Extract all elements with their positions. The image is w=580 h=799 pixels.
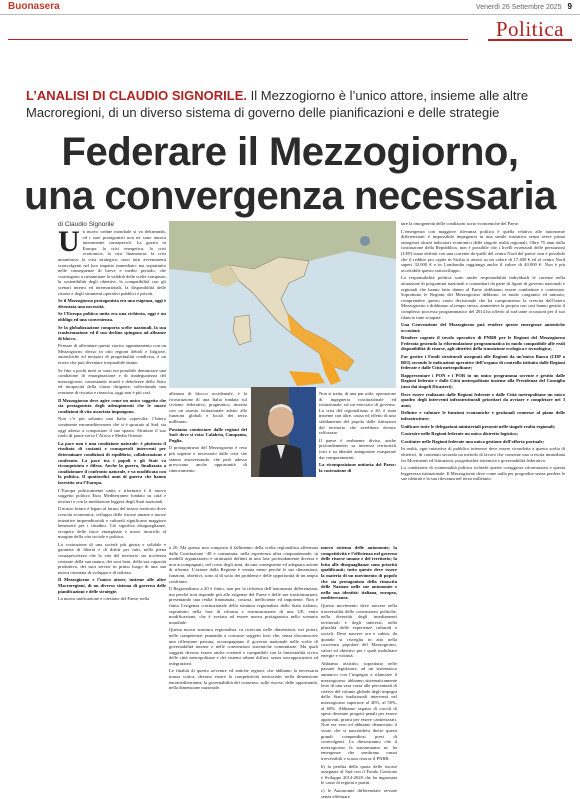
paragraph: Questa nuova struttura regionalista va ricercata nelle dimensioni, nei poteri, nelle competenze; puntando a costruire soggetti forti che, senza disconoscere una riflessione passata, accompagnano il governo nazionale nelle scelte di governabilità interne e nelle convenzioni sistemiche comunitarie. Ma quali soggetti devono essere anche coerenti e compatibili con la funzionalità civica delle città metropolitane e dei sistemi urbani diffusi, senza sovrapposizioni ed integrazioni. xyxy=(169,627,318,666)
paragraph: tare la omogeneità delle condizioni socio economiche del Paese. xyxy=(401,221,520,226)
article-column-1 xyxy=(58,225,166,785)
drop-cap: U xyxy=(58,225,80,258)
paragraph: La condizione di ecumenalità politica richiede queste coraggiose riformazioni e questa leggerezza istituzionale. Il Mezzogiorno deve come nulla per progredire senza perdere le sue identità e la sua rilevanza nel terzo millennio. xyxy=(401,465,565,482)
paragraph: Se l’Europa politica unita era una richiesta, oggi è un obbligo ed una convenienza. xyxy=(58,311,166,322)
paragraph: b) la perdita della quota delle risorse assegnate al Sud con il Fondo Coesione e Sviluppo 2014-2020 che ha ingrassata le casse di regioni e partiti. xyxy=(321,763,397,786)
paragraph: Unificare tutte le delegazioni ministeriali presenti nelle singole realtà regionali; xyxy=(401,423,556,429)
article-column-3 xyxy=(319,391,396,543)
paragraph: L’Europa politicamente unita e riformata è il nuovo soggetto politico Euro Mediterraneo fondato su città e territori e con la mediazione leggera degli Stati nazionali. xyxy=(58,487,166,504)
section-label: Politica xyxy=(488,17,572,41)
paragraph: Costituire nelle Regioni federate una unica gestione dell’offerta portuale; xyxy=(401,438,545,444)
dateline xyxy=(476,2,572,11)
paragraph: L’emergenza con maggiore rilevanza politica è quella relativa alle autonomie differenziate: è impossibile impegnarsi in una simile iniziativa senza avere prima omogenei alcuni indicatori economici delle singole realtà regionali. Oltre 75 anni dalla costituzione della Repubblica, non è possibile che i livelli essenziali delle prestazioni (LEP) siano definiti con una corrente da quelli del centro Nord del paese: non è possibile che il reddito pro capite in Sicilia si attesti su un valore di 17.400 € ed al centro Nord superi 32.000 € e in Lombardia raggiunga anche il valore di 40.000 €. Non è più accettabile questo sottosviluppo. xyxy=(401,228,565,273)
italy-map-graphic xyxy=(169,221,396,388)
kicker-text: Il Mezzogiorno è l’unico attore, insieme alle altre Macroregioni, di un diverso sistema di governo delle pianificazioni e delle strategie xyxy=(26,88,529,120)
paragraph: Non c’è più soltanto una Italia capovolta: l’Intero continente euromediterraneo che si è spostato al Sud, sia oggi adesso a conquistare il suo spazio. Sfruttare il suo ruolo di ponte verso l’Africa e Medio Oriente. xyxy=(58,416,166,439)
paragraph: Il protagonismo del Mezzogiorno è reso più urgente e necessario dalle crisi che stanno attraversando, che però adesso provocano anche opportunità di rinnovamento. xyxy=(169,445,247,473)
paragraph: Costruire nelle Regioni federate un unico distretto logistico; xyxy=(401,431,519,437)
kicker-lead: L’ANALISI DI CLAUDIO SIGNORILE. xyxy=(26,88,248,103)
paragraph: a 20. Ma questo non comporta il fallimento della scelta regionalista affermata dalla Costituzione ‘48 e consumata, nella esperienza ultra cinquantennale, in modelli organizzativi e strutturali definiti in una fase profondamente diversa e non accompagnati, nel corso degli anni, da una conseguente ed adeguata azione di riforma. L’azione dalla Regione è venuta meno perché le sue dimensioni, funzioni, obiettivi, sono al di sotto dei problemi e delle opportunità di un ampio confronto. xyxy=(169,545,318,584)
paragraph: In realtà, ogni iniziativa di pubblico interesse deve essere ricondotta a questa scelta di obiettivi, di contenuti seconda un metodo di lavoro che consente una crescita immediata fra Movimenti ed Istituzioni, progettualità sistemica e governabilità federativa. xyxy=(401,446,565,463)
issue-date: Venerdì 26 Settembre 2025 xyxy=(475,4,562,11)
paragraph: Le finalità di questo avvenire ed antiche regioni, che abbiamo la necessaria massa critica, devono essere la competitività territoriale; nella dimensione euromediterranea; la governabilità del consenso, sulle risorse, delle opportunità, nella dimensione nazionale. xyxy=(169,668,318,691)
headline-line-2: una convergenza necessaria xyxy=(24,174,556,218)
portrait-graphic xyxy=(251,387,316,477)
brand-name: Buonasera xyxy=(8,1,60,12)
article-column-5 xyxy=(401,221,565,785)
page-number: 9 xyxy=(567,2,572,11)
paragraph: Il paese è realmente diviso, anche profondamente; su interessi territoriali forti e su identità antagoniste esasperate dai comportamenti. xyxy=(319,437,396,460)
paragraph: alleanza di blocco occidentale, è la ricostruzione di una Italia fondata sul civismo federativo, pragmatico, inserita con un assetto istituzionale adatto alle funzioni globali e locali dei terzo millennio. xyxy=(169,391,247,424)
paragraph: La pace non è una condizione naturale: è piuttosto il risultato di costanti e consapevoli interventi per determinare condizioni di equilibrio, collaborazione e confronto. La pace tra i popoli e gli Stati va riconquistata e difesa. Anche la guerra, finalizzata a condizionare il confronto naturale, e va modificata con la politica. Il quattordici anni di guerra che hanno investito ora l’Europa. xyxy=(58,440,166,485)
article-column-2-lower xyxy=(169,545,318,785)
paragraph: Il Mezzogiorno e l’unico attore, insieme alle altre Macroregioni, di un diverso sistema di governo delle pianificazioni e delle strategie. xyxy=(58,577,166,594)
paragraph: Pensare di affrontare questo storico appuntamento con un Mezzogiorno diviso in otto regioni deboli e litigiose, autarchiche ed incapaci di progettualità condivisa, è un errore che può diventare irreparabile danno. xyxy=(58,343,166,366)
paragraph: La costruzione di una società più giusta e solidale e garanzia di libertà e di diritti per tutti, nella piena consapevolezza che la vita del territorio sia ricchezza costante della sua natura, dei suoi beni, della sua capacità produttiva, dei suoi servizi in primo luogo di una sua nuova orientata di sviluppo e di utilizzo. xyxy=(58,541,166,575)
headline-line-1: Federare il Mezzogiorno, xyxy=(61,130,519,174)
paragraph: Rendere cogente il tavolo operativo di PNRR per le Regioni del Mezzogiorno Federata gestendo la riformulazione programmatica in modo compatibile alle reali disponibilità di risorse, agli obiettivi della transizione ecologica e tecnologica; xyxy=(401,335,565,352)
paragraph: Rappresentare i PON e i POR in un unico programma sovente e gestito dalle Regioni federate e dalle Città metropolitane insieme alla Presidenza del Consiglio (non dai singoli Dicasteri); xyxy=(401,372,565,390)
paragraph: Possiamo cominciare dalle regioni del Sud: dove si vota: Calabria, Campania, Puglia. xyxy=(169,426,247,443)
paragraph: n nuovo ordine mondiale si va delineando, ed i suoi protagonisti non ne sono ancora interamente consapevoli. La guerra in Europa: la crisi energetica, la crisi economica, la crisi finanziaria: la crisi umanitaria; la crisi strategica: sono tutti avvenimenti sconvolgenti nel loro impatto immediato: ma soprattutto nelle conseguenze di breve e medio periodo, che costringono a riesaminare la validità delle scelte compiute, la sostenibilità degli obiettivi, la compatibilità con gli scenari interni ed internazionali, la disponibilità delle risorse e degli strumenti operativi pubblici e privati. xyxy=(58,229,166,296)
paragraph: Questo movimento deve nascere nella trasversalità delle convinzioni politiche, nella diversità degli insediamenti territoriali e degli interessi: nella pluralità delle esperienze culturali e sociali. Deve nascere ora e subito, da quando si risveglia in atto nella coscienza popolare del Mezzogiorno, valori ed obiettivi per i quali mobilitare energie e volontà. xyxy=(321,602,397,659)
paragraph: Il nostro futuro è legato al futuro del nostro territorio dove crescita economica, sviluppo delle risorse umane e nuove iniziative imprenditoriali e culturali significano maggiore benessere per i cittadini. Ciò significa disuguaglianze, recupero delle fasce emarginate e nuovi incarichi al margine della vita sociale e politica. xyxy=(58,506,166,540)
paragraph: Il Regionalismo a 20 è finito, non per la richiesta dell’autonomia differenziata, ma perché non risponde più alle esigenze del Paese e delle sue trasformazioni, presentando una realtà frantumata, costosa, inefficiente ed impotente. Non è finita l’esigenza costituzionale della struttura regionalista dello Stato italiano, soprattutto nella fase di riforma e ristrutturazione di una UE, entro modificazione, che è avviata ad essere nuova protagonista nello scenario mondiale. xyxy=(169,586,318,625)
paragraph: La responsabilità politica sono anche responsabilità individuali le carenze nella attuazione di programmi nazionali e comunitari da parte di figure di governo nazionali e regionali che hanno fatto danno al Paese dobbiamo essere combattute e contestate. Soprattutto le Regioni del Mezzogiorno debbono, in modo congiunto ed unitario, comprendere questo vuoto decisionale che ha compromesso la crescita dell’intero Mezzogiorno e dobbiamo al tempo stesso, ammettere la propria con così hanno gestito il complesso processo programmatico del 2014 ha offerto al sud tante occasioni per il suo rilancio tutte sciupate. xyxy=(401,275,565,320)
paragraph: La ricomposizione unitaria del Paese: la costruzione di xyxy=(319,462,396,473)
paragraph: Se il Mezzogiorno protagonista era una esigenza, oggi è diventata una necessità. xyxy=(58,298,166,309)
paragraph: Abbiamo assistito, soprattutto nelle passate legislature, ad un sistematico annuncio con l’impegno a rilanciare il mezzogiorno: abbiamo sistematicamente letto di una vera corsa alle percentuali di riserve del volume globale degli impegni dello Stato tradizionali interventi nel mezzogiorno superiore al 40%, al 50%, al 60%. Abbiamo seguito di circoli di spese divenute progetti penali per essere approvati, promi per essere cantierizzati. Non era vero ed abbiamo denunciato il vuoto che si nascondeva dietro questi grandi compendiosi presi di coinvolgenti. Lo dimostriamo che il mezzogiorno fa riassumiamo in: ha emergenze che sembrano ormai irreversibili e scarso risorse il PNRR. xyxy=(321,660,397,761)
brand-logo xyxy=(8,1,60,12)
masthead xyxy=(0,0,580,15)
paragraph: Deve essere realizzato dalle Regioni federate e dalle Città metropolitane un unico quadro degli interventi infrastrutturali prioritari da avviare e completare nei 3 anni; xyxy=(401,391,565,408)
paragraph: Se fino a pochi mesi or sono era possibile denunciare una condizione di emarginazione e di inadeguatezza del mezzogiorno, contestando ritardi e debolezze dello Stato ed incapacità della classe dirigente, sollecitando una reazione di riscatto e rinascita, oggi non è più così. xyxy=(58,367,166,396)
paragraph: Il Mezzogiorno deve agire come un unico soggetto che sia protagonista degli adempimenti che le nuove condizioni di vita associata impongono. xyxy=(58,397,166,414)
article-column-2 xyxy=(169,391,247,543)
paragraph: c) le Autonomie differenziate avviate senza effettuare xyxy=(321,787,397,799)
paragraph: Definire e valutare le funzioni economiche e gestionali connesse al piano delle infrastrutture; xyxy=(401,410,565,421)
section-rule xyxy=(8,39,468,40)
paragraph: Far gestire i Fondi strutturali assegnati alle Regioni da un’unica Banca (CDP o BEI) secondo le indicazioni operative dell’organo di controllo istituito dalle Regioni federate e dalle Città metropolitane; xyxy=(401,354,565,371)
paragraph: Una Convenzione del Mezzogiorno può rendere queste emergenze autentiche occasioni: xyxy=(401,322,565,333)
kicker xyxy=(26,87,556,121)
article-column-4 xyxy=(321,545,397,799)
byline: di Claudio Signorile xyxy=(58,221,115,228)
paragraph: nuovo sistema delle autonomie; la competitività e l’efficienza nel governo delle risorse umane e del territorio; la lotta alle diseguaglianze sono priorità qualificanti; tutto questo deve essere la materia di un movimento di popolo che sia protagonista della rinascita delle Nazione nelle sue autonomie e nella sua identità: italiana, europea, mediterranea. xyxy=(321,545,397,601)
paragraph: Non si tratta, di una pur utile, operazione di ingegneria costituzionale ed istituzionale, né un esercizio di governo. La crisi del regionalismo a 20, è stata insieme con altre, causa ed effetto di uno sfaldamento del popolo dalle istituzioni del territorio che avrebbero dovuto rafforzare. xyxy=(319,391,396,436)
headline xyxy=(20,130,560,218)
paragraph: Se la globalizzazione comporta scelte nazionali, la sua trasformazione ed il suo declino spingono ad alleanze di blocco. xyxy=(58,324,166,341)
author-portrait-photo xyxy=(251,387,316,477)
paragraph: La nuova unificazione e coesione del Paese, nella xyxy=(58,596,150,602)
map-of-italy-image xyxy=(169,221,396,388)
